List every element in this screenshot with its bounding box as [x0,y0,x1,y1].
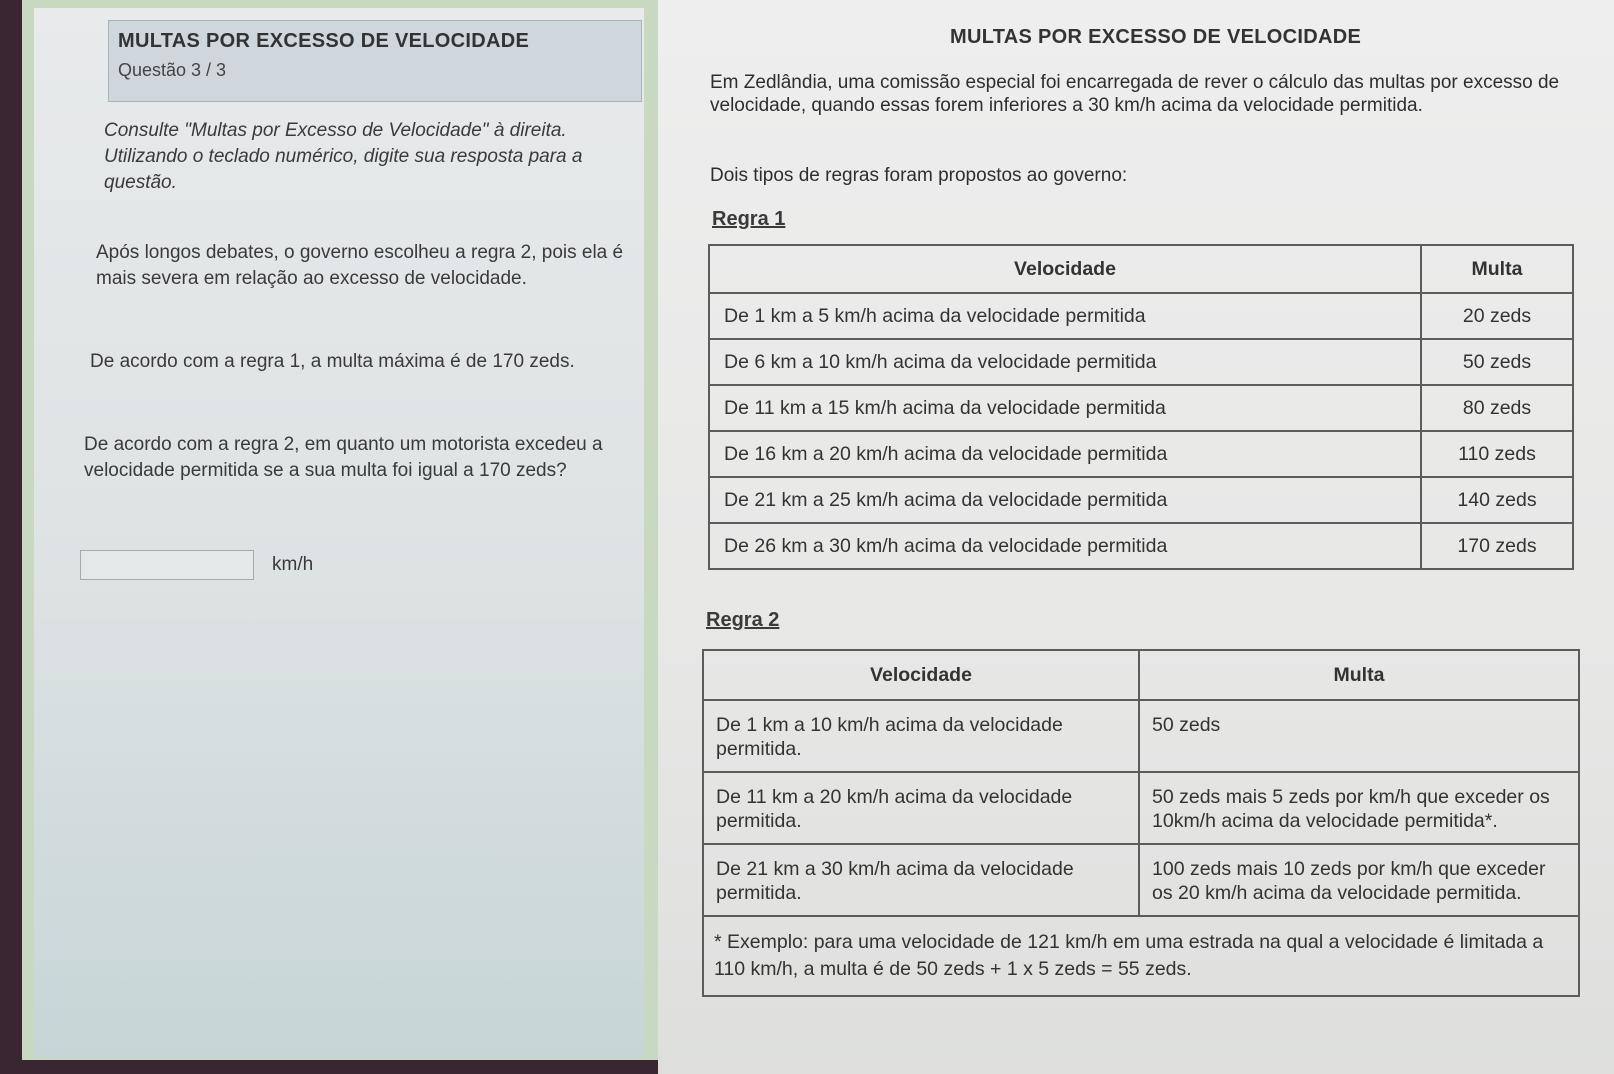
table-row [709,431,1573,477]
table-row [703,700,1579,772]
table-row [709,293,1573,339]
context-paragraph-1: Após longos debates, o governo escolheu a regra 2, pois ela é mais severa em relação ao excesso de velocidade. [96,242,624,289]
rule1-fine-cell: 20 zeds [1421,293,1573,339]
rule2-fine-cell: 100 zeds mais 10 zeds por km/h que exceder os 20 km/h acima da velocidade permitida. [1139,844,1579,916]
rule2-speed-cell: De 11 km a 20 km/h acima da velocidade permitida. [703,772,1139,844]
answer-unit-label: km/h [272,554,314,575]
rule1-fine-cell: 80 zeds [1421,385,1573,431]
reference-title: MULTAS POR EXCESSO DE VELOCIDADE [950,26,1362,48]
rule1-speed-cell: De 21 km a 25 km/h acima da velocidade permitida [709,477,1421,523]
table-header-row [703,650,1579,700]
rule1-speed-cell: De 6 km a 10 km/h acima da velocidade permitida [709,339,1421,385]
rule1-speed-cell: De 1 km a 5 km/h acima da velocidade permitida [709,293,1421,339]
context-paragraph-2: De acordo com a regra 1, a multa máxima é de 170 zeds. [90,351,575,372]
rule1-table [708,244,1574,570]
table-row [709,477,1573,523]
rule2-speed-cell: De 1 km a 10 km/h acima da velocidade permitida. [703,700,1139,772]
rule1-fine-cell: 170 zeds [1421,523,1573,569]
rules-intro: Dois tipos de regras foram propostos ao governo: [710,165,1128,186]
table-row [703,844,1579,916]
rule2-speed-cell: De 21 km a 30 km/h acima da velocidade permitida. [703,844,1139,916]
rule2-fine-cell: 50 zeds mais 5 zeds por km/h que exceder os 10km/h acima da velocidade permitida*. [1139,772,1579,844]
rule2-footnote: * Exemplo: para uma velocidade de 121 km/h em uma estrada na qual a velocidade é limitada a 110 km/h, a multa é de 50 zeds + 1 x 5 zeds = 55 zeds. [703,916,1579,996]
reference-intro: Em Zedlândia, uma comissão especial foi encarregada de rever o cálculo das multas por excesso de velocidade, quando essas forem inferiores a 30 km/h acima da velocidade permitida. [710,72,1560,116]
instructions-text: Consulte "Multas por Excesso de Velocidade" à direita. Utilizando o teclado numérico, digite sua resposta para a questão. [104,120,583,193]
rule2-col-speed: Velocidade [703,650,1139,700]
rule1-col-fine: Multa [1421,245,1573,293]
rule1-speed-cell: De 11 km a 15 km/h acima da velocidade permitida [709,385,1421,431]
rule1-fine-cell: 110 zeds [1421,431,1573,477]
table-row [709,523,1573,569]
rule1-fine-cell: 140 zeds [1421,477,1573,523]
rule1-speed-cell: De 16 km a 20 km/h acima da velocidade permitida [709,431,1421,477]
rule1-col-speed: Velocidade [709,245,1421,293]
table-row [709,385,1573,431]
rule2-col-fine: Multa [1139,650,1579,700]
table-row [703,916,1579,996]
rule1-speed-cell: De 26 km a 30 km/h acima da velocidade permitida [709,523,1421,569]
question-header-title: MULTAS POR EXCESSO DE VELOCIDADE [118,30,530,52]
rule1-fine-cell: 50 zeds [1421,339,1573,385]
rule2-fine-cell: 50 zeds [1139,700,1579,772]
table-header-row [709,245,1573,293]
table-row [709,339,1573,385]
rule2-heading: Regra 2 [706,609,780,631]
answer-input[interactable] [80,550,254,580]
question-counter: Questão 3 / 3 [118,60,227,80]
table-row [703,772,1579,844]
rule2-table [702,649,1580,997]
rule1-heading: Regra 1 [712,208,786,230]
question-text: De acordo com a regra 2, em quanto um motorista excedeu a velocidade permitida se a sua multa foi igual a 170 zeds? [84,434,603,481]
